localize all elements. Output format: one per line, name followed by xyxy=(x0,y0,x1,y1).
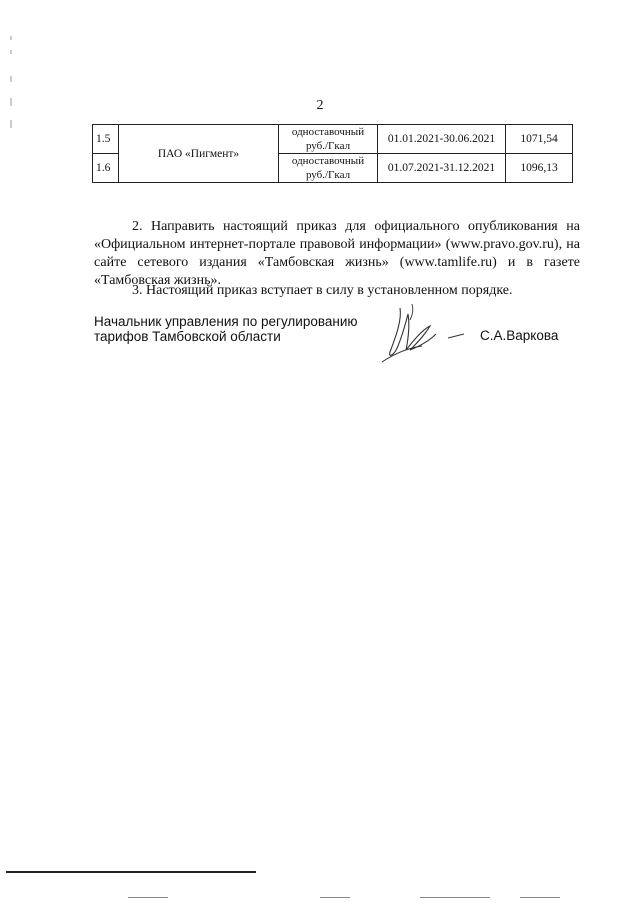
row-number: 1.5 xyxy=(93,125,119,154)
signatory-position-line: тарифов Тамбовской области xyxy=(94,329,281,344)
tariff-table xyxy=(92,124,573,183)
tariff-value-cell: 1071,54 xyxy=(506,125,573,154)
scan-artifact-line xyxy=(420,897,490,898)
table-row xyxy=(93,125,573,154)
unit-cell: одноставочный руб./Гкал xyxy=(279,125,378,154)
signatory-name: С.А.Варкова xyxy=(480,328,559,343)
paragraph-effective: 3. Настоящий приказ вступает в силу в установленном порядке. xyxy=(132,283,513,298)
period-cell: 01.07.2021-31.12.2021 xyxy=(378,154,506,183)
signatory-position xyxy=(94,314,394,344)
row-number: 1.6 xyxy=(93,154,119,183)
tariff-value-cell: 1096,13 xyxy=(506,154,573,183)
scan-artifact-line xyxy=(6,871,256,873)
unit-cell: одноставочный руб./Гкал xyxy=(279,154,378,183)
signatory-position-line: Начальник управления по регулированию xyxy=(94,314,358,329)
organization-cell: ПАО «Пигмент» xyxy=(119,125,279,183)
scan-artifact-line xyxy=(520,897,560,898)
period-cell: 01.01.2021-30.06.2021 xyxy=(378,125,506,154)
scan-edge-marks xyxy=(6,36,16,146)
paragraph-publication: 2. Направить настоящий приказ для официального опубликования на «Официальном интернет-портале правовой информации» (www.pravo.gov.ru), на сайте сетевого издания «Тамбовская жизнь» (www.tamlife.ru) и в газете «Тамбовская жизнь». xyxy=(94,219,580,288)
scan-artifact-line xyxy=(320,897,350,898)
scan-artifact-line xyxy=(128,897,168,898)
page-number: 2 xyxy=(316,98,324,113)
handwritten-signature xyxy=(372,300,477,370)
